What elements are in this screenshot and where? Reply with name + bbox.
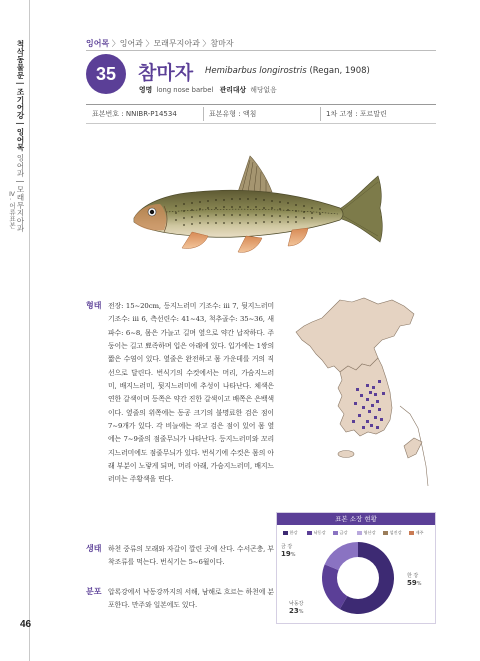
scientific-author: (Regan, 1908)	[309, 66, 370, 76]
map-north-korea	[296, 298, 414, 372]
donut-hole	[337, 557, 379, 599]
legend-swatch	[357, 531, 362, 535]
morphology-text: 전장: 15~20cm, 등지느러미 기조수: iii 7, 뒷지느러미 기조수: iii 6, 측선린수: 41~43, 척추골수: 35~36, 새파수: 6~8, 몸은 가늘고 길며 옆으로 약간 납작하다. 주둥이는 길고 뾰족하며 입은 아래에 있다. 입가에는 1쌍의 짧은 수염이 있다. 옆줄은 완전하고 몸 가운데를 거의 직선으로 달린다. 번식기의 수컷에서는 머리, 가슴지느러미, 배지느러미, 뒷지느러미에 추성이 나타난다. 체색은 연한 갈색이며 등쪽은 약간 진한 갈색이고 배쪽은 은백색이다. 옆줄의 위쪽에는 동공 크기의 불명료한 검은 점이 7~9개가 있다. 각 비늘에는 작고 검은 점이 있어 몸 옆에는 7~9줄의 점줄무늬가 나타난다. 등지느러미와 꼬리지느러미에도 점줄무늬가 있다. 번식기에 수컷은 몸의 아래 부분이 노랗게 되며, 머리 아래, 가슴지느러미, 배지느러미는 주황색을 띤다.	[108, 302, 274, 484]
scientific-name-italic: Hemibarbus longirostris	[205, 66, 307, 76]
info-specimen-type: 표본유형 : 액침	[209, 110, 257, 118]
pct-sign: %	[416, 581, 422, 587]
slice-label-han	[407, 573, 422, 588]
breadcrumb-rest: 〉잉어과 〉모래무지아과 〉참마자	[109, 39, 234, 48]
collection-status-panel	[276, 512, 436, 624]
species-korean-name: 참마자	[138, 62, 194, 84]
legend-label: 금강	[339, 530, 348, 535]
breadcrumb-divider	[86, 50, 436, 51]
distribution-map	[282, 296, 432, 516]
species-scientific-name	[205, 66, 370, 76]
slice-label-nakdong-name: 낙동강	[289, 601, 304, 607]
legend-item	[333, 530, 348, 536]
slice-label-geum-pct: 19	[281, 550, 291, 558]
species-number-badge: 35	[86, 54, 126, 94]
spine-classification-bold: 척삭동물문 | 조기어강 | 잉어목	[16, 40, 25, 152]
morphology-label: 형태	[86, 301, 102, 310]
info-separator	[203, 107, 204, 121]
slice-label-nakdong-pct: 23	[289, 607, 299, 615]
page-number: 46	[20, 619, 32, 630]
english-label: 영명	[139, 86, 153, 94]
page-spine	[0, 0, 30, 661]
legend-label: 한강	[289, 530, 298, 535]
pct-sign: %	[298, 609, 304, 615]
panel-legend	[281, 530, 433, 538]
info-rule-bottom	[86, 123, 436, 124]
info-specimen-number: 표본번호 : NNIBR-P14534	[92, 110, 177, 118]
fish-illustration	[126, 148, 394, 266]
slice-label-nakdong	[289, 601, 304, 616]
breadcrumb	[86, 38, 234, 49]
species-subtitle	[139, 84, 277, 94]
legend-swatch	[283, 531, 288, 535]
status-label: 관리대상	[219, 86, 247, 94]
legend-item	[283, 530, 298, 536]
legend-label: 제주	[415, 530, 424, 535]
legend-label: 영산강	[363, 530, 376, 535]
collection-donut-chart	[321, 541, 395, 615]
info-fixation: 1차 고정 : 포르말린	[326, 110, 387, 118]
legend-item	[307, 530, 326, 536]
english-name: long nose barbel	[156, 86, 214, 94]
map-jeju	[338, 451, 354, 458]
legend-swatch	[409, 531, 414, 535]
legend-label: 낙동강	[313, 530, 326, 535]
legend-swatch	[383, 531, 388, 535]
slice-label-geum	[281, 544, 296, 559]
section-morphology	[86, 300, 272, 542]
section-ecology	[86, 543, 272, 585]
legend-label: 섬진강	[389, 530, 402, 535]
spine-classification-rest: 잉어과 | 모래무지아과	[16, 154, 25, 233]
map-japan-island	[404, 438, 422, 458]
breadcrumb-order: 잉어목	[86, 39, 110, 48]
distribution-text: 압록강에서 낙동강까지의 서해, 남해로 흐르는 하천에 분포한다. 만주와 일본에도 있다.	[108, 588, 274, 610]
status-value: 해당없음	[250, 86, 277, 94]
slice-label-geum-name: 금 강	[281, 544, 293, 550]
map-south-korea	[338, 358, 392, 436]
slice-label-han-pct: 59	[407, 579, 417, 587]
info-separator	[320, 107, 321, 121]
info-rule-top	[86, 104, 436, 105]
legend-swatch	[333, 531, 338, 535]
slice-label-han-name: 한 강	[407, 573, 419, 579]
panel-title: 표본 소장 현황	[277, 513, 435, 525]
spine-chapter: Ⅳ. 어류표본	[8, 190, 16, 229]
distribution-label: 분포	[86, 587, 102, 596]
legend-item	[383, 530, 402, 536]
ecology-label: 생태	[86, 544, 102, 553]
pct-sign: %	[290, 552, 296, 558]
legend-item	[357, 530, 376, 536]
legend-swatch	[307, 531, 312, 535]
legend-item	[409, 530, 424, 536]
section-distribution	[86, 586, 272, 616]
ecology-text: 하천 중류의 모래와 자갈이 깔린 곳에 산다. 수서곤충, 부착조류를 먹는다. 번식기는 5~6월이다.	[108, 545, 274, 567]
